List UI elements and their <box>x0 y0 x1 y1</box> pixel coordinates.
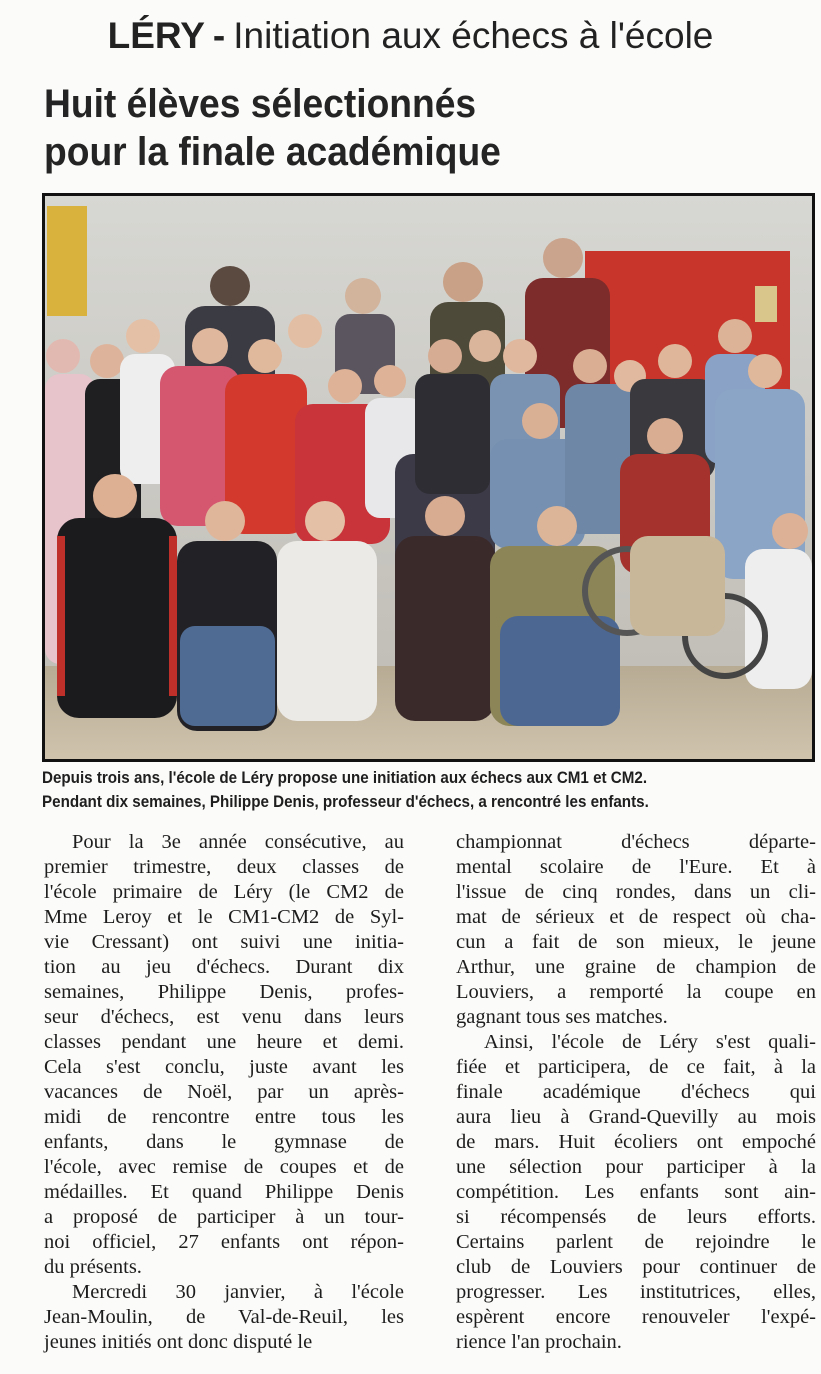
article-line: médailles. Et quand Philippe Denis <box>44 1181 404 1203</box>
article-line: du présents. <box>44 1256 142 1278</box>
article-line: Mme Leroy et le CM1-CM2 de Syl- <box>44 906 404 928</box>
article-line: mental scolaire de l'Eure. Et à <box>456 856 816 878</box>
article-line: seur d'échecs, est venu dans leurs <box>44 1006 404 1028</box>
article-line: vacances de Noël, par un après- <box>44 1081 404 1103</box>
kicker <box>0 8 821 64</box>
article-line: semaines, Philippe Denis, profes- <box>44 981 404 1003</box>
article-line: progresser. Les institutrices, elles, <box>456 1281 816 1303</box>
article-line: enfants, dans le gymnase de <box>44 1131 404 1153</box>
headline-line-2: pour la finale académique <box>44 130 501 174</box>
article-line: Arthur, une graine de champion de <box>456 956 816 978</box>
article-line: cun a fait de son mieux, le jeune <box>456 931 816 953</box>
caption-line-1: Depuis trois ans, l'école de Léry propose une initiation aux échecs aux CM1 et CM2. <box>42 769 648 787</box>
article-line: mat de sérieux et de respect où cha- <box>456 906 816 928</box>
article-line: aura lieu à Grand-Quevilly au mois <box>456 1106 816 1128</box>
kicker-topic: Initiation aux échecs à l'école <box>233 15 714 56</box>
article-line: l'issue de cinq rondes, dans un cli- <box>456 881 816 903</box>
article-line: a proposé de participer à un tour- <box>44 1206 404 1228</box>
article-column-right <box>456 830 816 1355</box>
article-line: une sélection pour participer à la <box>456 1156 816 1178</box>
article-line: midi de rencontre entre tous les <box>44 1106 404 1128</box>
article-line: Jean-Moulin, de Val-de-Reuil, les <box>44 1306 404 1328</box>
article-column-left <box>44 830 404 1355</box>
group-photo <box>42 193 815 762</box>
article-line: fiée et participera, de ce fait, à la <box>456 1056 816 1078</box>
article-line: Ainsi, l'école de Léry s'est quali- <box>484 1031 816 1053</box>
article-line: Louviers, a remporté la coupe en <box>456 981 816 1003</box>
article-line: premier trimestre, deux classes de <box>44 856 404 878</box>
article-line: gagnant tous ses matches. <box>456 1006 668 1028</box>
article-line: noi officiel, 27 enfants ont répon- <box>44 1231 404 1253</box>
article-line: compétition. Les enfants sont ain- <box>456 1181 816 1203</box>
article-line: rience l'an prochain. <box>456 1331 622 1353</box>
article-line: club de Louviers pour continuer de <box>456 1256 816 1278</box>
article-line: finale académique d'échecs qui <box>456 1081 816 1103</box>
photo-caption <box>42 766 753 814</box>
headline <box>44 80 751 176</box>
article-line: classes pendant une heure et demi. <box>44 1031 404 1053</box>
article-line: Cela s'est conclu, juste avant les <box>44 1056 404 1078</box>
article-line: l'école primaire de Léry (le CM2 de <box>44 881 404 903</box>
article-line: jeunes initiés ont donc disputé le <box>44 1331 313 1353</box>
article-line: Pour la 3e année consécutive, au <box>72 831 404 853</box>
kicker-place: LÉRY <box>107 15 205 56</box>
article-line: si récompensés de leurs efforts. <box>456 1206 816 1228</box>
article-line: vie Cressant) ont suivi une initia- <box>44 931 404 953</box>
article-line: l'école, avec remise de coupes et de <box>44 1156 404 1178</box>
kicker-dash: - <box>212 15 226 56</box>
article-line: Mercredi 30 janvier, à l'école <box>72 1281 404 1303</box>
article-line: championnat d'échecs départe- <box>456 831 816 853</box>
article-line: de mars. Huit écoliers ont empoché <box>456 1131 816 1153</box>
caption-line-2: Pendant dix semaines, Philippe Denis, professeur d'échecs, a rencontré les enfants. <box>42 793 649 811</box>
article-line: espèrent encore renouveler l'expé- <box>456 1306 816 1328</box>
article-line: Certains parlent de rejoindre le <box>456 1231 816 1253</box>
article-line: tion au jeu d'échecs. Durant dix <box>44 956 404 978</box>
headline-line-1: Huit élèves sélectionnés <box>44 82 477 126</box>
